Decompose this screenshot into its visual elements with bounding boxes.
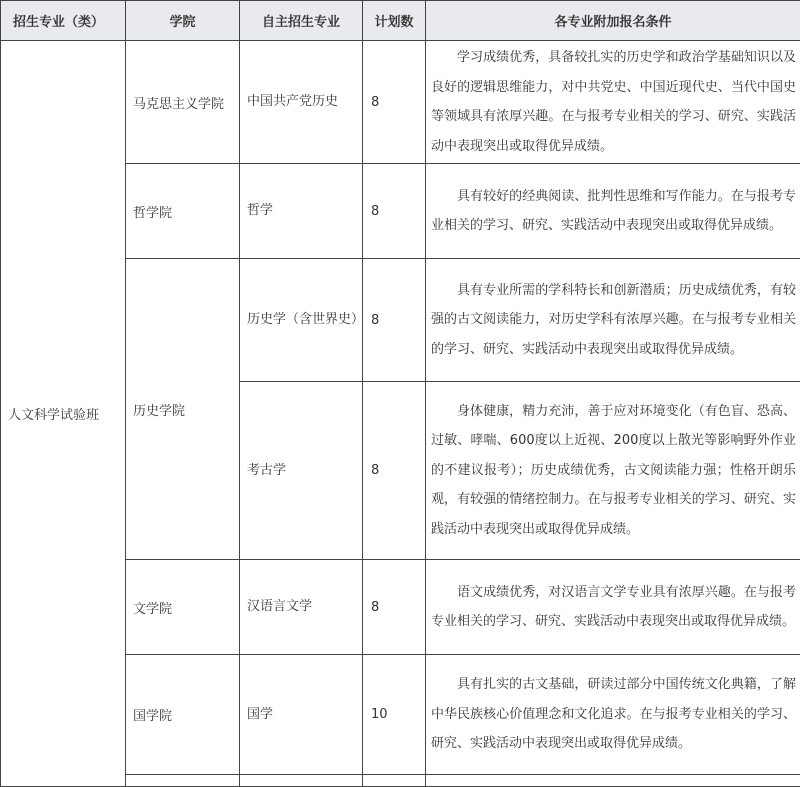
major-cell: 历史学（含世界史）	[240, 259, 363, 382]
college-cell: 马克思主义学院	[126, 41, 240, 164]
plan-cell: 8	[363, 41, 426, 164]
plan-cell: 8	[363, 560, 426, 655]
major-cell: 汉语言文学	[240, 560, 363, 655]
header-row	[1, 1, 800, 41]
conditions-cell: 具有较好的经典阅读、批判性思维和写作能力。在与报考专业相关的学习、研究、实践活动中表现突出或取得优异成绩。	[426, 164, 800, 259]
empty-cell	[126, 775, 240, 787]
empty-cell	[426, 775, 800, 787]
header-category: 招生专业（类）	[1, 1, 126, 41]
major-cell: 中国共产党历史	[240, 41, 363, 164]
college-cell: 历史学院	[126, 259, 240, 560]
college-cell: 哲学院	[126, 164, 240, 259]
conditions-cell: 身体健康，精力充沛，善于应对环境变化（有色盲、恐高、过敏、哮喘、600度以上近视、200度以上散光等影响野外作业的不建议报考）；历史成绩优秀，古文阅读能力强；性格开朗乐观，有较强的情绪控制力。在与报考专业相关的学习、研究、实践活动中表现突出或取得优异成绩。	[426, 382, 800, 560]
header-college: 学院	[126, 1, 240, 41]
college-cell: 文学院	[126, 560, 240, 655]
category-cell: 人文科学试验班	[1, 41, 126, 787]
table-row	[1, 41, 800, 164]
college-cell: 国学院	[126, 655, 240, 775]
major-cell: 国学	[240, 655, 363, 775]
conditions-cell: 语文成绩优秀，对汉语言文学专业具有浓厚兴趣。在与报考专业相关的学习、研究、实践活动中表现突出或取得优异成绩。	[426, 560, 800, 655]
empty-cell	[363, 775, 426, 787]
major-cell: 考古学	[240, 382, 363, 560]
plan-cell: 8	[363, 164, 426, 259]
major-cell: 哲学	[240, 164, 363, 259]
plan-cell: 8	[363, 382, 426, 560]
header-major: 自主招生专业	[240, 1, 363, 41]
header-plan: 计划数	[363, 1, 426, 41]
plan-cell: 8	[363, 259, 426, 382]
conditions-cell: 学习成绩优秀，具备较扎实的历史学和政治学基础知识以及良好的逻辑思维能力，对中共党史、中国近现代史、当代中国史等领域具有浓厚兴趣。在与报考专业相关的学习、研究、实践活动中表现突出或取得优异成绩。	[426, 41, 800, 164]
header-conditions: 各专业附加报名条件	[426, 1, 800, 41]
plan-cell: 10	[363, 655, 426, 775]
conditions-cell: 具有扎实的古文基础，研读过部分中国传统文化典籍，了解中华民族核心价值理念和文化追求。在与报考专业相关的学习、研究、实践活动中表现突出或取得优异成绩。	[426, 655, 800, 775]
empty-cell	[240, 775, 363, 787]
conditions-cell: 具有专业所需的学科特长和创新潜质；历史成绩优秀，有较强的古文阅读能力，对历史学科有浓厚兴趣。在与报考专业相关的学习、研究、实践活动中表现突出或取得优异成绩。	[426, 259, 800, 382]
